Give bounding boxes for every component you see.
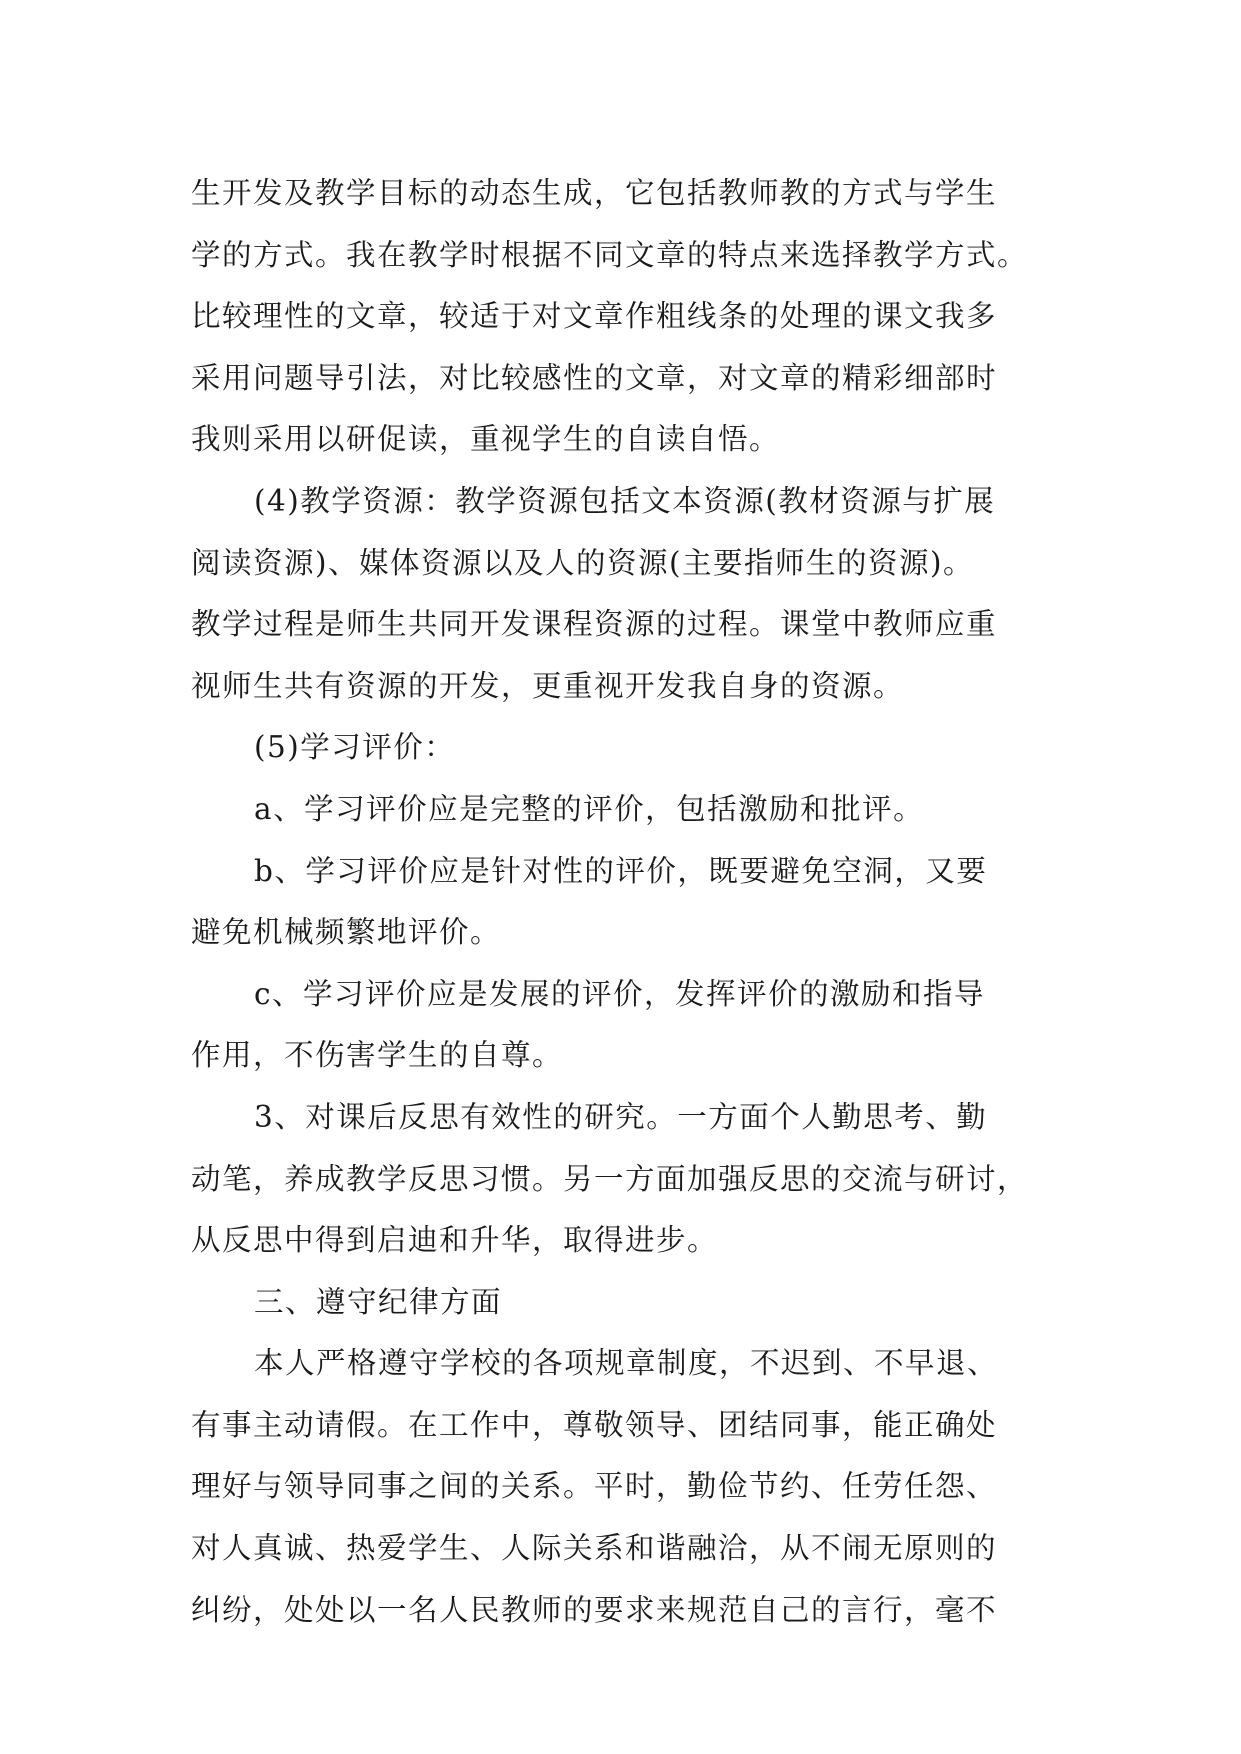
text-line: 阅读资源)、媒体资源以及人的资源(主要指师生的资源)。 bbox=[191, 545, 975, 580]
list-item-a: a、学习评价应是完整的评价，包括激励和批评。 bbox=[254, 791, 925, 826]
text-line: 视师生共有资源的开发，更重视开发我自身的资源。 bbox=[191, 668, 905, 703]
text-line: 理好与领导同事之间的关系。平时，勤俭节约、任劳任怨、 bbox=[191, 1469, 998, 1504]
document-body bbox=[191, 163, 1091, 1641]
text-line: 学的方式。我在教学时根据不同文章的特点来选择教学方式。 bbox=[191, 237, 1029, 272]
text-line: 作用，不伤害学生的自尊。 bbox=[191, 1038, 564, 1073]
list-item-b: b、学习评价应是针对性的评价，既要避免空洞，又要 bbox=[254, 853, 988, 888]
text-line: 采用问题导引法，对比较感性的文章，对文章的精彩细部时 bbox=[191, 360, 998, 395]
text-line: 生开发及教学目标的动态生成，它包括教师教的方式与学生 bbox=[191, 176, 998, 210]
text-line: 教学过程是师生共同开发课程资源的过程。课堂中教师应重 bbox=[191, 607, 998, 642]
text-line: 我则采用以研促读，重视学生的自读自悟。 bbox=[191, 422, 781, 457]
paragraph-teaching-resources: (4)教学资源：教学资源包括文本资源(教材资源与扩展 bbox=[254, 483, 996, 518]
paragraph-discipline: 本人严格遵守学校的各项规章制度，不迟到、不早退、 bbox=[254, 1346, 999, 1381]
text-line: 从反思中得到启迪和升华，取得进步。 bbox=[191, 1223, 719, 1258]
text-line: 动笔，养成教学反思习惯。另一方面加强反思的交流与研讨， bbox=[191, 1161, 1029, 1196]
heading-learning-evaluation: (5)学习评价： bbox=[254, 730, 456, 765]
text-line: 有事主动请假。在工作中，尊敬领导、团结同事，能正确处 bbox=[191, 1407, 998, 1442]
text-line: 避免机械频繁地评价。 bbox=[191, 915, 502, 950]
text-line: 对人真诚、热爱学生、人际关系和谐融洽，从不闹无原则的 bbox=[191, 1531, 998, 1566]
text-line: 纠纷，处处以一名人民教师的要求来规范自己的言行，毫不 bbox=[191, 1592, 998, 1627]
text-line: 比较理性的文章，较适于对文章作粗线条的处理的课文我多 bbox=[191, 299, 998, 334]
section-heading-discipline: 三、遵守纪律方面 bbox=[254, 1284, 503, 1319]
list-item-c: c、学习评价应是发展的评价，发挥评价的激励和指导 bbox=[254, 976, 986, 1011]
paragraph-reflection: 3、对课后反思有效性的研究。一方面个人勤思考、勤 bbox=[254, 1099, 988, 1134]
